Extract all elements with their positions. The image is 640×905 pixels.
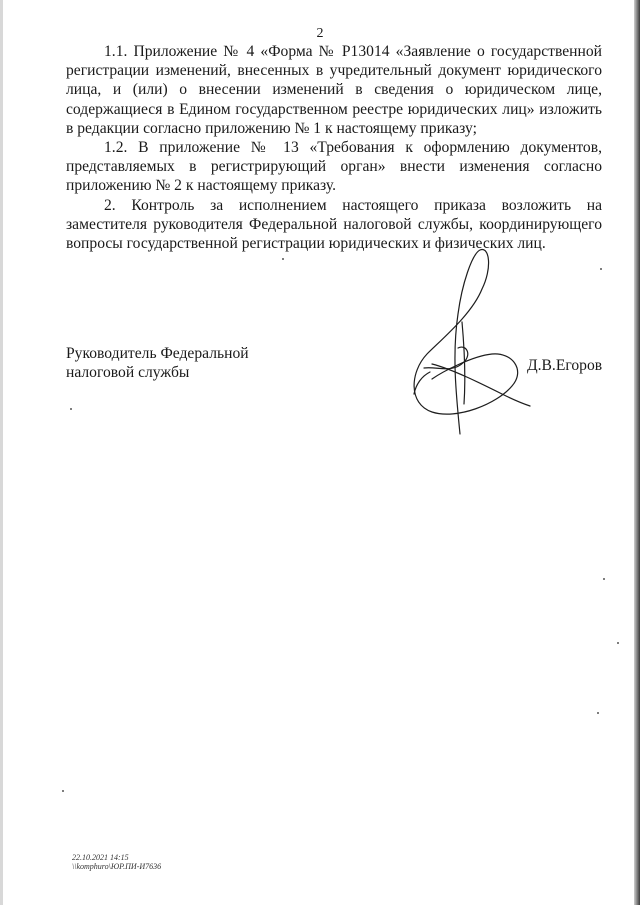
scan-speck bbox=[597, 712, 599, 714]
scan-speck bbox=[603, 578, 605, 580]
footer-timestamp: 22.10.2021 14:15 bbox=[72, 853, 129, 862]
handwritten-signature bbox=[402, 244, 532, 444]
paragraph-1-2: 1.2. В приложение № 13 «Требования к оформлению документов, представляемых в регистрирующий орган» внести изменения согласно приложению № 2 к настоящему приказу. bbox=[66, 139, 602, 195]
signatory-title-line-2: налоговой службы bbox=[66, 364, 190, 382]
paragraph-2: 2. Контроль за исполнением настоящего приказа возложить на заместителя руководителя Федеральной налоговой службы, координирующего вопросы государственной регистрации юридических и физических лиц. bbox=[66, 196, 602, 253]
footer-reference: \\komphuro\ЮР.ПИ-И7636 bbox=[72, 862, 162, 871]
scan-speck bbox=[617, 642, 619, 644]
scan-speck bbox=[600, 268, 602, 270]
signatory-name: Д.В.Егоров bbox=[527, 357, 603, 374]
signatory-title bbox=[66, 344, 306, 382]
paragraph-1-1: 1.1. Приложение № 4 «Форма № Р13014 «Заявление о государственной регистрации изменений, внесенных в учредительный документ юридического лица, и (или) о внесении изменений в сведения о юридическом лице, содержащиеся в Едином государственном реестре юридических лиц» изложить в редакции согласно приложению № 1 к настоящему приказу; bbox=[66, 43, 602, 137]
order-body bbox=[66, 42, 602, 253]
scan-speck bbox=[282, 258, 284, 260]
scan-edge-left bbox=[0, 0, 3, 905]
scan-speck bbox=[62, 790, 64, 792]
document-footer bbox=[72, 853, 161, 871]
signatory-title-line-1: Руководитель Федеральной bbox=[66, 345, 249, 362]
page-number: 2 bbox=[316, 26, 324, 41]
scan-edge-right bbox=[634, 0, 640, 905]
scan-speck bbox=[70, 408, 72, 410]
